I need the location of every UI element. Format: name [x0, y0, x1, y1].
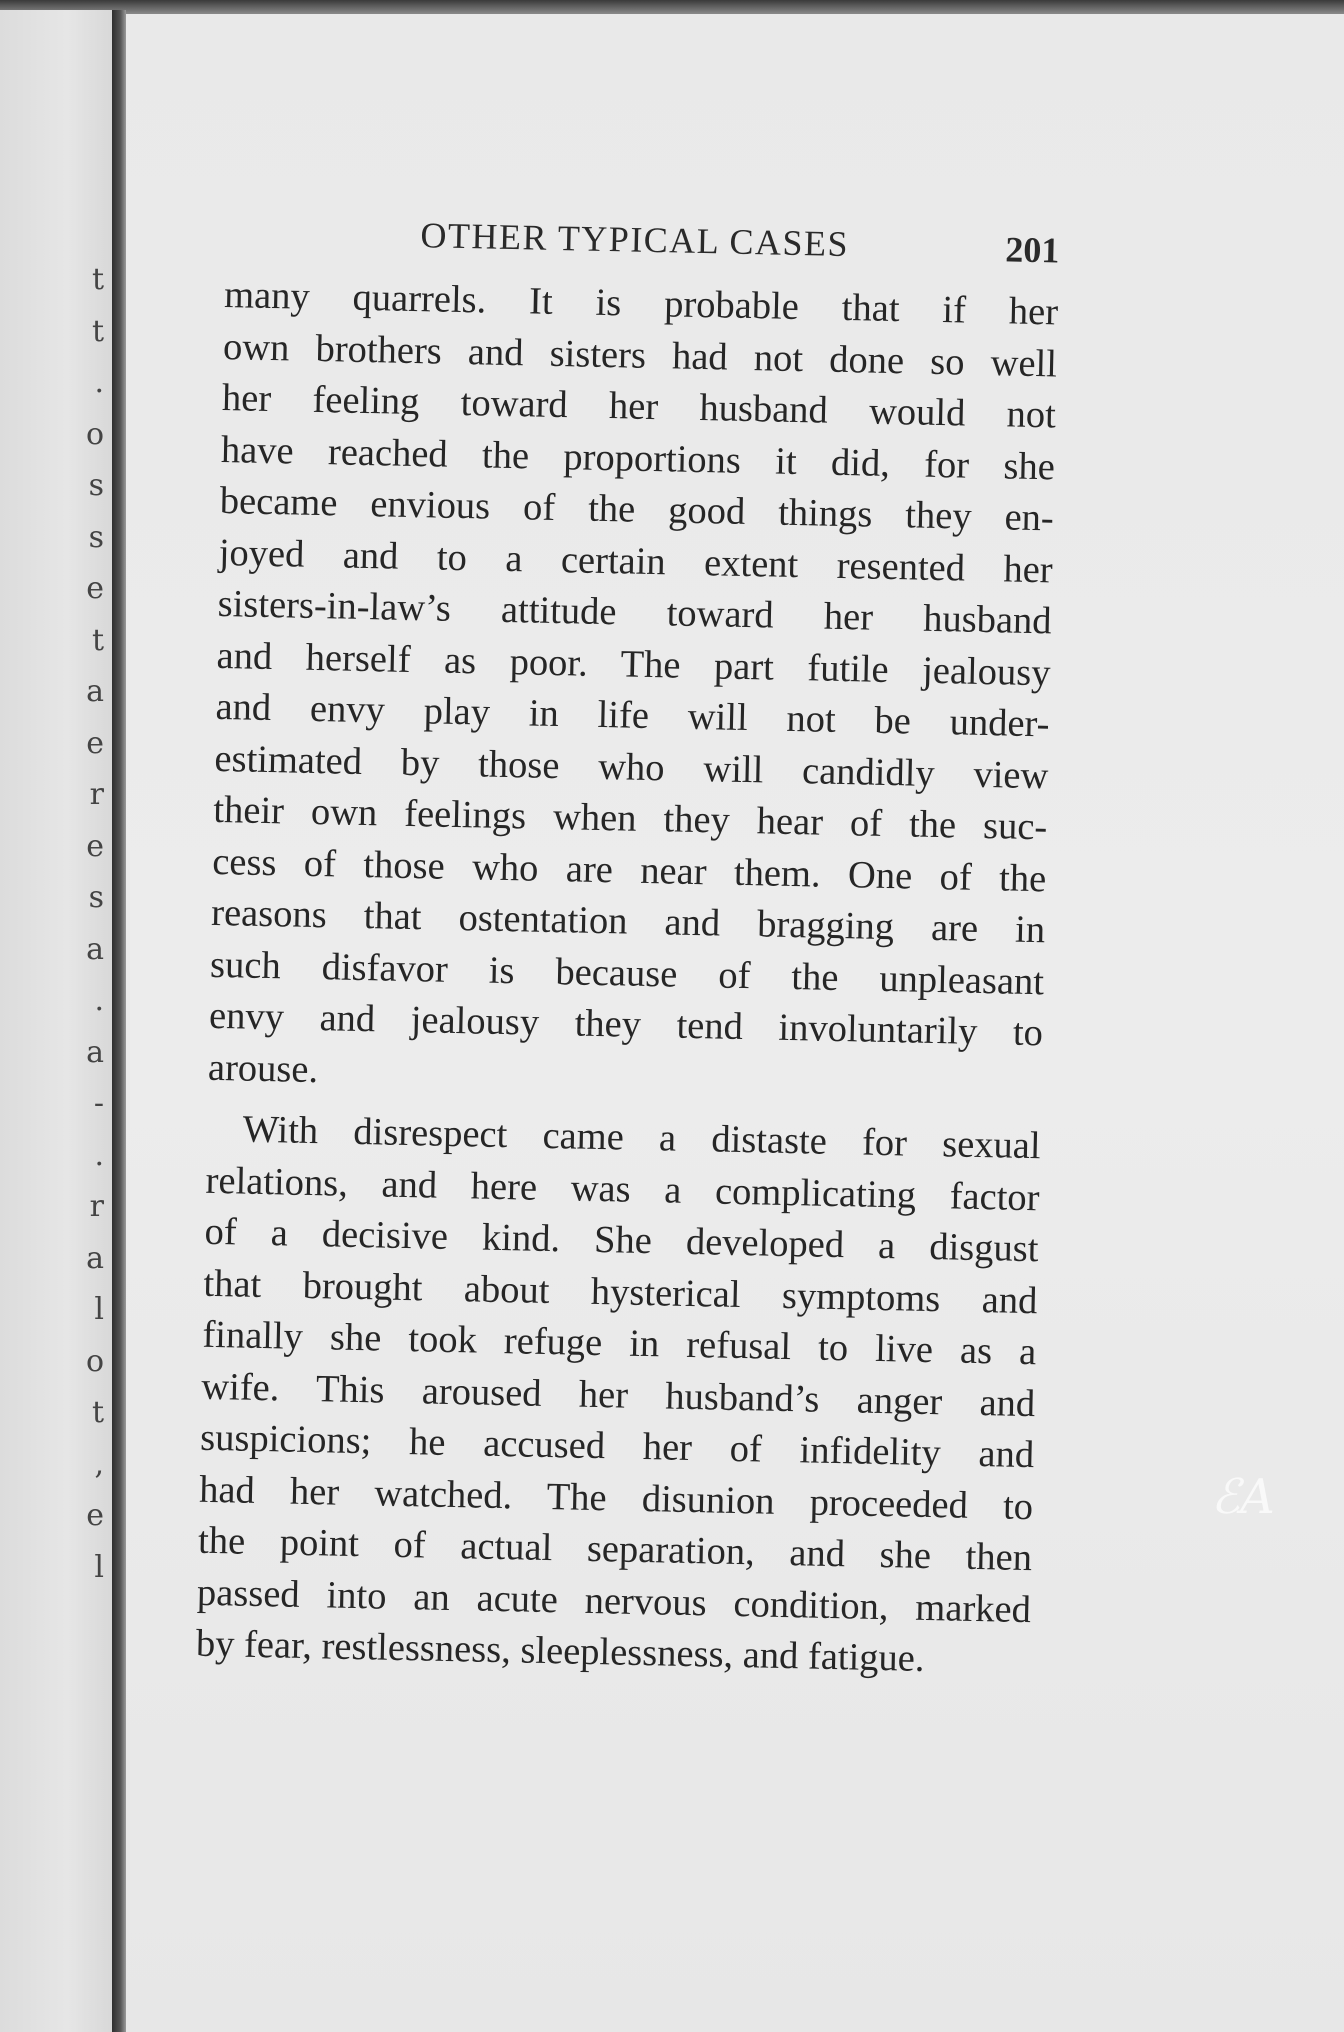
- facing-page-letter: e: [86, 1498, 104, 1533]
- text-line: finally she took refuge in refusal to live as a: [201, 1313, 1037, 1374]
- facing-page-letter: t: [91, 622, 104, 658]
- text-line: became envious of the good things they en-: [219, 479, 1055, 540]
- facing-page-letter: o: [85, 416, 104, 452]
- facing-page-letter: e: [86, 725, 104, 761]
- text-line: have reached the proportions it did, for she: [220, 428, 1056, 488]
- facing-page-letter: l: [94, 1549, 104, 1585]
- paragraph: [195, 1104, 1041, 1688]
- running-title: OTHER TYPICAL CASES: [420, 215, 850, 265]
- text-line: passed into an acute nervous condition, marked: [196, 1571, 1032, 1631]
- facing-page-letter: r: [89, 777, 104, 812]
- page-content: [195, 210, 1185, 1690]
- text-line: arouse.: [207, 1046, 319, 1091]
- paragraph: [207, 270, 1058, 1111]
- facing-page-letter: l: [94, 1292, 104, 1327]
- facing-page-letter: r: [89, 1189, 104, 1224]
- book-page: [126, 14, 1344, 2032]
- text-line: by fear, restlessness, sleeplessness, and fatigue.: [195, 1622, 925, 1680]
- text-line: envy and jealousy they tend involuntarily to: [208, 994, 1044, 1055]
- body-text: [195, 270, 1058, 1688]
- facing-page-letter: a: [86, 674, 104, 709]
- text-line: cess of those who are near them. One of the: [211, 840, 1047, 900]
- facing-page-letter: .: [94, 1137, 104, 1173]
- text-line: her feeling toward her husband would not: [221, 376, 1057, 437]
- facing-page-letter: a: [86, 1240, 104, 1276]
- facing-page-letter: t: [91, 262, 104, 297]
- text-line: sisters-in-law’s attitude toward her husband: [217, 582, 1053, 643]
- facing-page-letter: o: [85, 1343, 104, 1379]
- text-line: own brothers and sisters had not done so well: [222, 325, 1058, 385]
- facing-page-letter: a: [86, 1034, 104, 1070]
- text-line: joyed and to a certain extent resented her: [218, 531, 1054, 591]
- facing-page-letter: e: [86, 571, 104, 606]
- facing-page-letter: s: [88, 468, 104, 503]
- facing-page-letter: s: [88, 519, 104, 555]
- text-line: such disfavor is because of the unpleasant: [209, 943, 1045, 1003]
- text-line: of a decisive kind. She developed a disgust: [204, 1210, 1039, 1271]
- facing-page-letter: .: [94, 365, 104, 400]
- text-line: wife. This aroused her husband’s anger and: [200, 1365, 1036, 1425]
- text-line: and envy play in life will not be under-: [215, 685, 1050, 746]
- scanner-edge: [0, 0, 1344, 14]
- facing-page-edge: [0, 10, 112, 2032]
- facing-page-letter: t: [91, 1395, 104, 1430]
- facing-page-letter: -: [93, 1086, 104, 1121]
- book-gutter: [112, 10, 126, 2032]
- text-line: estimated by those who will candidly view: [214, 737, 1049, 797]
- pencil-mark: ℰA: [1211, 1469, 1275, 1525]
- facing-page-letter: e: [86, 828, 104, 864]
- text-line: the point of actual separation, and she then: [197, 1519, 1033, 1580]
- facing-page-letter: a: [86, 931, 104, 967]
- page-number: 201: [1004, 229, 1060, 271]
- text-line: their own feelings when they hear of the suc-: [212, 788, 1048, 849]
- facing-page-letter: ,: [94, 1446, 104, 1482]
- facing-page-letter: t: [91, 313, 104, 349]
- text-line: relations, and here was a complicating factor: [205, 1159, 1040, 1219]
- text-line: and herself as poor. The part futile jealousy: [216, 634, 1051, 694]
- text-line: reasons that ostentation and bragging are in: [210, 891, 1046, 952]
- text-line: With disrespect came a distaste for sexual: [242, 1108, 1042, 1168]
- facing-page-letter: s: [88, 880, 104, 915]
- text-line: that brought about hysterical symptoms and: [203, 1262, 1038, 1322]
- text-line: had her watched. The disunion proceeded to: [198, 1468, 1034, 1528]
- text-line: many quarrels. It is probable that if her: [223, 273, 1059, 334]
- text-line: suspicions; he accused her of infidelity and: [199, 1416, 1035, 1477]
- facing-page-letter: .: [94, 983, 104, 1018]
